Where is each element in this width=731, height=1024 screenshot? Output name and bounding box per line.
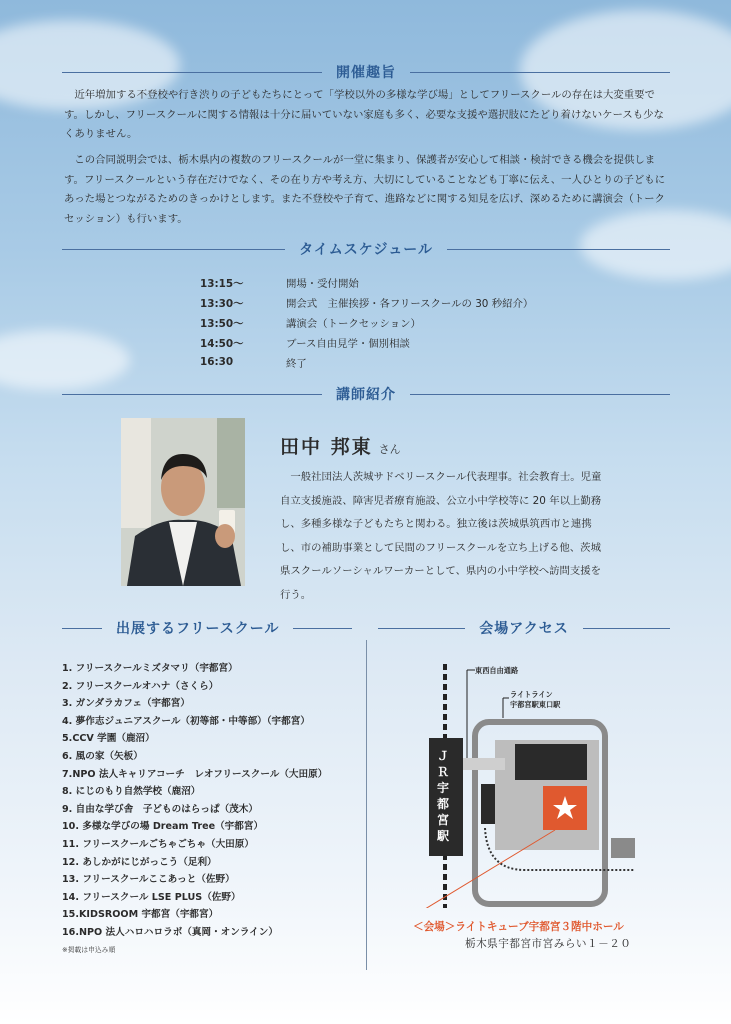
school-item: 7.NPO 法人キャリアコーチ レオフリースクール（大田原） bbox=[62, 768, 328, 780]
access-heading bbox=[378, 618, 670, 638]
heading-rule bbox=[62, 249, 285, 250]
schedule-time: 13:30〜 bbox=[200, 297, 244, 310]
speaker-honorific: さん bbox=[378, 443, 401, 456]
schedule-list bbox=[200, 272, 533, 372]
purpose-paragraph-1: 近年増加する不登校や行き渋りの子どもたちにとって「学校以外の多様な学び場」としてフリースクールの存在は大変重要です。しかし、フリースクールに関する情報は十分に届いていない家庭も多く、必要な支援や選択肢にたどり着けないケースも少なくありません。 bbox=[64, 89, 664, 140]
access-title: 会場アクセス bbox=[479, 621, 569, 637]
schedule-event: 講演会（トークセッション） bbox=[286, 317, 421, 330]
speaker-name bbox=[280, 432, 401, 459]
schedule-row bbox=[200, 352, 533, 372]
heading-rule bbox=[378, 628, 465, 629]
lightline-label-1: ライトライン bbox=[510, 690, 553, 699]
speaker-photo bbox=[121, 418, 245, 586]
schedule-time: 14:50〜 bbox=[200, 337, 244, 350]
road-label: 東西自由通路 bbox=[475, 666, 519, 675]
schools-list bbox=[62, 660, 327, 954]
schedule-time: 13:15〜 bbox=[200, 277, 244, 290]
schedule-event: ブース自由見学・個別相談 bbox=[286, 337, 410, 350]
speaker-title: 講師紹介 bbox=[336, 387, 396, 403]
school-item: 16.NPO 法人ハロハロラボ（真岡・オンライン） bbox=[62, 926, 278, 938]
school-item: 11. フリースクールごちゃごちゃ（大田原） bbox=[62, 838, 254, 850]
heading-rule bbox=[410, 394, 670, 395]
school-item: 12. あしかがにじがっこう（足利） bbox=[62, 856, 217, 868]
schedule-row bbox=[200, 292, 533, 312]
schedule-event: 開会式 主催挨拶・各フリースクールの 30 秒紹介） bbox=[286, 297, 534, 310]
school-item: 6. 風の家（矢板） bbox=[62, 750, 143, 762]
schools-heading bbox=[62, 618, 352, 638]
heading-rule bbox=[293, 628, 352, 629]
venue-name: ＜会場＞ライトキューブ宇都宮３階中ホール bbox=[413, 921, 624, 933]
school-item: 8. にじのもり自然学校（鹿沼） bbox=[62, 786, 201, 798]
purpose-title: 開催趣旨 bbox=[336, 65, 396, 81]
school-item: 14. フリースクール LSE PLUS（佐野） bbox=[62, 891, 241, 903]
schools-note: ※掲載は申込み順 bbox=[62, 945, 116, 954]
school-item: 15.KIDSROOM 宇都宮（宇都宮） bbox=[62, 909, 219, 921]
schedule-event: 開場・受付開始 bbox=[286, 277, 359, 290]
school-item: 3. ガンダラカフェ（宇都宮） bbox=[62, 698, 190, 710]
heading-rule bbox=[62, 394, 322, 395]
lightline-label-2: 宇都宮駅東口駅 bbox=[510, 700, 561, 709]
heading-rule bbox=[62, 72, 322, 73]
heading-rule bbox=[583, 628, 670, 629]
purpose-heading bbox=[62, 62, 670, 82]
speaker-name-text: 田中 邦東 bbox=[280, 436, 373, 458]
school-item: 5.CCV 学園（鹿沼） bbox=[62, 733, 155, 745]
school-item: 10. 多様な学びの場 Dream Tree（宇都宮） bbox=[62, 821, 264, 833]
speaker-heading bbox=[62, 384, 670, 404]
school-item: 9. 自由な学び舎 子どものはらっぱ（茂木） bbox=[62, 803, 258, 815]
heading-rule bbox=[62, 628, 102, 629]
school-item: 1. フリースクールミズタマリ（宇都宮） bbox=[62, 663, 238, 674]
column-divider bbox=[366, 640, 367, 970]
schedule-time: 16:30 bbox=[200, 356, 234, 368]
schools-title: 出展するフリースクール bbox=[116, 621, 280, 637]
speaker-bio: 一般社団法人茨城サドベリースクール代表理事。社会教育士。児童自立支援施設、障害児者療育施設、公立小中学校等に 20 年以上勤務し、多種多様な子どもたちと関わる。独立後は茨城県筑西市と連携し、市の補助事業として民間のフリースクールを立ち上げる他、茨城県スクールソーシャルワーカーとして、県内の小中学校へ訪問支援を行う。 bbox=[280, 471, 602, 601]
purpose-paragraph-2: この合同説明会では、栃木県内の複数のフリースクールが一堂に集まり、保護者が安心して相談・検討できる機会を提供します。フリースクールという存在だけでなく、その在り方や考え方、大切にしていることなども丁寧に伝え、一人ひとりの子どもにあった場とつながるためのきっかけとします。また不登校や子育て、進路などに関する知見を広げ、深めるために講演会（トークセッション）も行います。 bbox=[64, 154, 666, 225]
schedule-event: 終了 bbox=[286, 357, 307, 370]
schedule-time: 13:50〜 bbox=[200, 317, 244, 330]
schedule-row bbox=[200, 272, 533, 292]
schedule-row bbox=[200, 332, 533, 352]
school-item: 4. 夢作志ジュニアスクール（初等部・中等部）（宇都宮） bbox=[62, 715, 310, 727]
school-item: 13. フリースクールここあっと（佐野） bbox=[62, 874, 235, 886]
station-label: ＪＲ宇都宮駅 bbox=[436, 749, 449, 843]
heading-rule bbox=[410, 72, 670, 73]
schedule-heading bbox=[62, 239, 670, 259]
venue-address: 栃木県宇都宮市宮みらい１－２０ bbox=[465, 938, 632, 950]
schedule-row bbox=[200, 312, 533, 332]
school-item: 2. フリースクールオハナ（さくら） bbox=[62, 680, 219, 692]
cloud bbox=[0, 330, 130, 390]
schedule-title: タイムスケジュール bbox=[299, 242, 433, 258]
heading-rule bbox=[447, 249, 670, 250]
speaker-portrait-icon bbox=[121, 418, 245, 586]
